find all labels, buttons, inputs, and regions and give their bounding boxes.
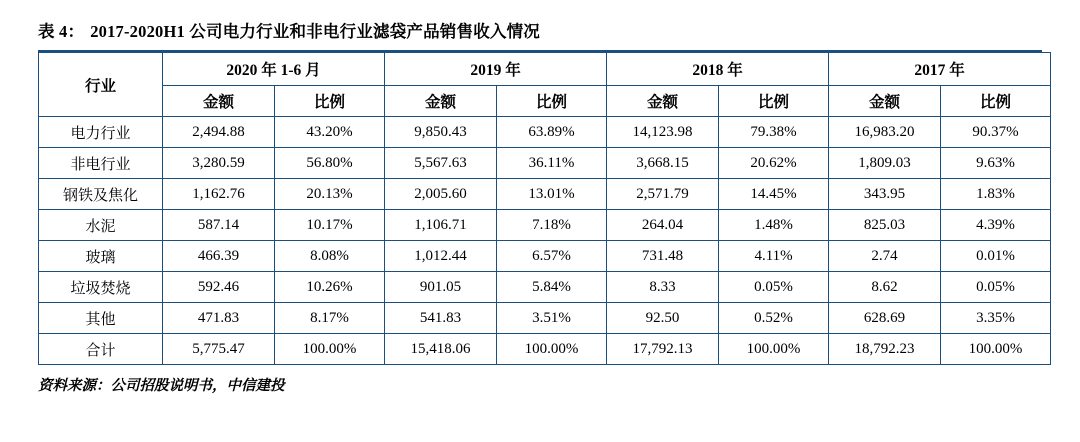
cell: 731.48	[607, 241, 719, 272]
cell: 628.69	[829, 303, 941, 334]
row-label: 合计	[39, 334, 163, 365]
cell: 15,418.06	[385, 334, 497, 365]
cell: 13.01%	[497, 179, 607, 210]
cell: 1.48%	[719, 210, 829, 241]
table-row	[39, 210, 1051, 241]
row-label: 钢铁及焦化	[39, 179, 163, 210]
cell: 2.74	[829, 241, 941, 272]
header-metric-0: 金额	[163, 86, 275, 117]
cell: 0.05%	[941, 272, 1051, 303]
cell: 90.37%	[941, 117, 1051, 148]
cell: 14.45%	[719, 179, 829, 210]
table-row	[39, 303, 1051, 334]
header-industry: 行业	[39, 53, 163, 117]
cell: 3.51%	[497, 303, 607, 334]
cell: 1,012.44	[385, 241, 497, 272]
row-label: 其他	[39, 303, 163, 334]
table-row	[39, 272, 1051, 303]
cell: 2,005.60	[385, 179, 497, 210]
table-row	[39, 148, 1051, 179]
cell: 5,567.63	[385, 148, 497, 179]
cell: 18,792.23	[829, 334, 941, 365]
cell: 3,668.15	[607, 148, 719, 179]
cell: 5.84%	[497, 272, 607, 303]
cell: 17,792.13	[607, 334, 719, 365]
table-row	[39, 179, 1051, 210]
cell: 10.17%	[275, 210, 385, 241]
table-header	[39, 53, 1051, 117]
cell: 8.33	[607, 272, 719, 303]
table-body	[39, 117, 1051, 365]
cell: 1,106.71	[385, 210, 497, 241]
table-title-label: 表 4：	[38, 22, 85, 41]
header-metric-1: 比例	[275, 86, 385, 117]
table-header-row-metrics	[39, 86, 1051, 117]
cell: 587.14	[163, 210, 275, 241]
cell: 8.62	[829, 272, 941, 303]
cell: 343.95	[829, 179, 941, 210]
cell: 10.26%	[275, 272, 385, 303]
cell: 264.04	[607, 210, 719, 241]
cell: 16,983.20	[829, 117, 941, 148]
cell: 63.89%	[497, 117, 607, 148]
cell: 1,162.76	[163, 179, 275, 210]
header-metric-2: 金额	[385, 86, 497, 117]
header-period-2: 2018 年	[607, 53, 829, 86]
table-row-total	[39, 334, 1051, 365]
header-period-3: 2017 年	[829, 53, 1051, 86]
cell: 1.83%	[941, 179, 1051, 210]
cell: 541.83	[385, 303, 497, 334]
sales-revenue-table	[38, 52, 1051, 365]
cell: 92.50	[607, 303, 719, 334]
cell: 0.05%	[719, 272, 829, 303]
cell: 100.00%	[719, 334, 829, 365]
cell: 592.46	[163, 272, 275, 303]
cell: 100.00%	[941, 334, 1051, 365]
cell: 7.18%	[497, 210, 607, 241]
table-title-text: 2017-2020H1 公司电力行业和非电行业滤袋产品销售收入情况	[90, 22, 540, 41]
cell: 56.80%	[275, 148, 385, 179]
table-row	[39, 117, 1051, 148]
row-label: 水泥	[39, 210, 163, 241]
cell: 9.63%	[941, 148, 1051, 179]
row-label: 玻璃	[39, 241, 163, 272]
cell: 36.11%	[497, 148, 607, 179]
cell: 4.11%	[719, 241, 829, 272]
cell: 4.39%	[941, 210, 1051, 241]
cell: 471.83	[163, 303, 275, 334]
cell: 8.17%	[275, 303, 385, 334]
cell: 79.38%	[719, 117, 829, 148]
cell: 466.39	[163, 241, 275, 272]
cell: 5,775.47	[163, 334, 275, 365]
header-period-1: 2019 年	[385, 53, 607, 86]
cell: 3,280.59	[163, 148, 275, 179]
cell: 825.03	[829, 210, 941, 241]
cell: 100.00%	[497, 334, 607, 365]
cell: 6.57%	[497, 241, 607, 272]
row-label: 电力行业	[39, 117, 163, 148]
table-row	[39, 241, 1051, 272]
cell: 1,809.03	[829, 148, 941, 179]
table-title	[38, 0, 1042, 50]
header-metric-6: 金额	[829, 86, 941, 117]
table-header-row-periods	[39, 53, 1051, 86]
cell: 0.52%	[719, 303, 829, 334]
header-metric-7: 比例	[941, 86, 1051, 117]
cell: 14,123.98	[607, 117, 719, 148]
cell: 8.08%	[275, 241, 385, 272]
cell: 901.05	[385, 272, 497, 303]
cell: 2,494.88	[163, 117, 275, 148]
header-metric-5: 比例	[719, 86, 829, 117]
cell: 3.35%	[941, 303, 1051, 334]
cell: 0.01%	[941, 241, 1051, 272]
cell: 9,850.43	[385, 117, 497, 148]
row-label: 垃圾焚烧	[39, 272, 163, 303]
table-source-note: 资料来源：公司招股说明书，中信建投	[38, 378, 285, 394]
header-period-0: 2020 年 1-6 月	[163, 53, 385, 86]
header-metric-3: 比例	[497, 86, 607, 117]
cell: 100.00%	[275, 334, 385, 365]
cell: 43.20%	[275, 117, 385, 148]
cell: 20.62%	[719, 148, 829, 179]
header-metric-4: 金额	[607, 86, 719, 117]
row-label: 非电行业	[39, 148, 163, 179]
cell: 2,571.79	[607, 179, 719, 210]
cell: 20.13%	[275, 179, 385, 210]
